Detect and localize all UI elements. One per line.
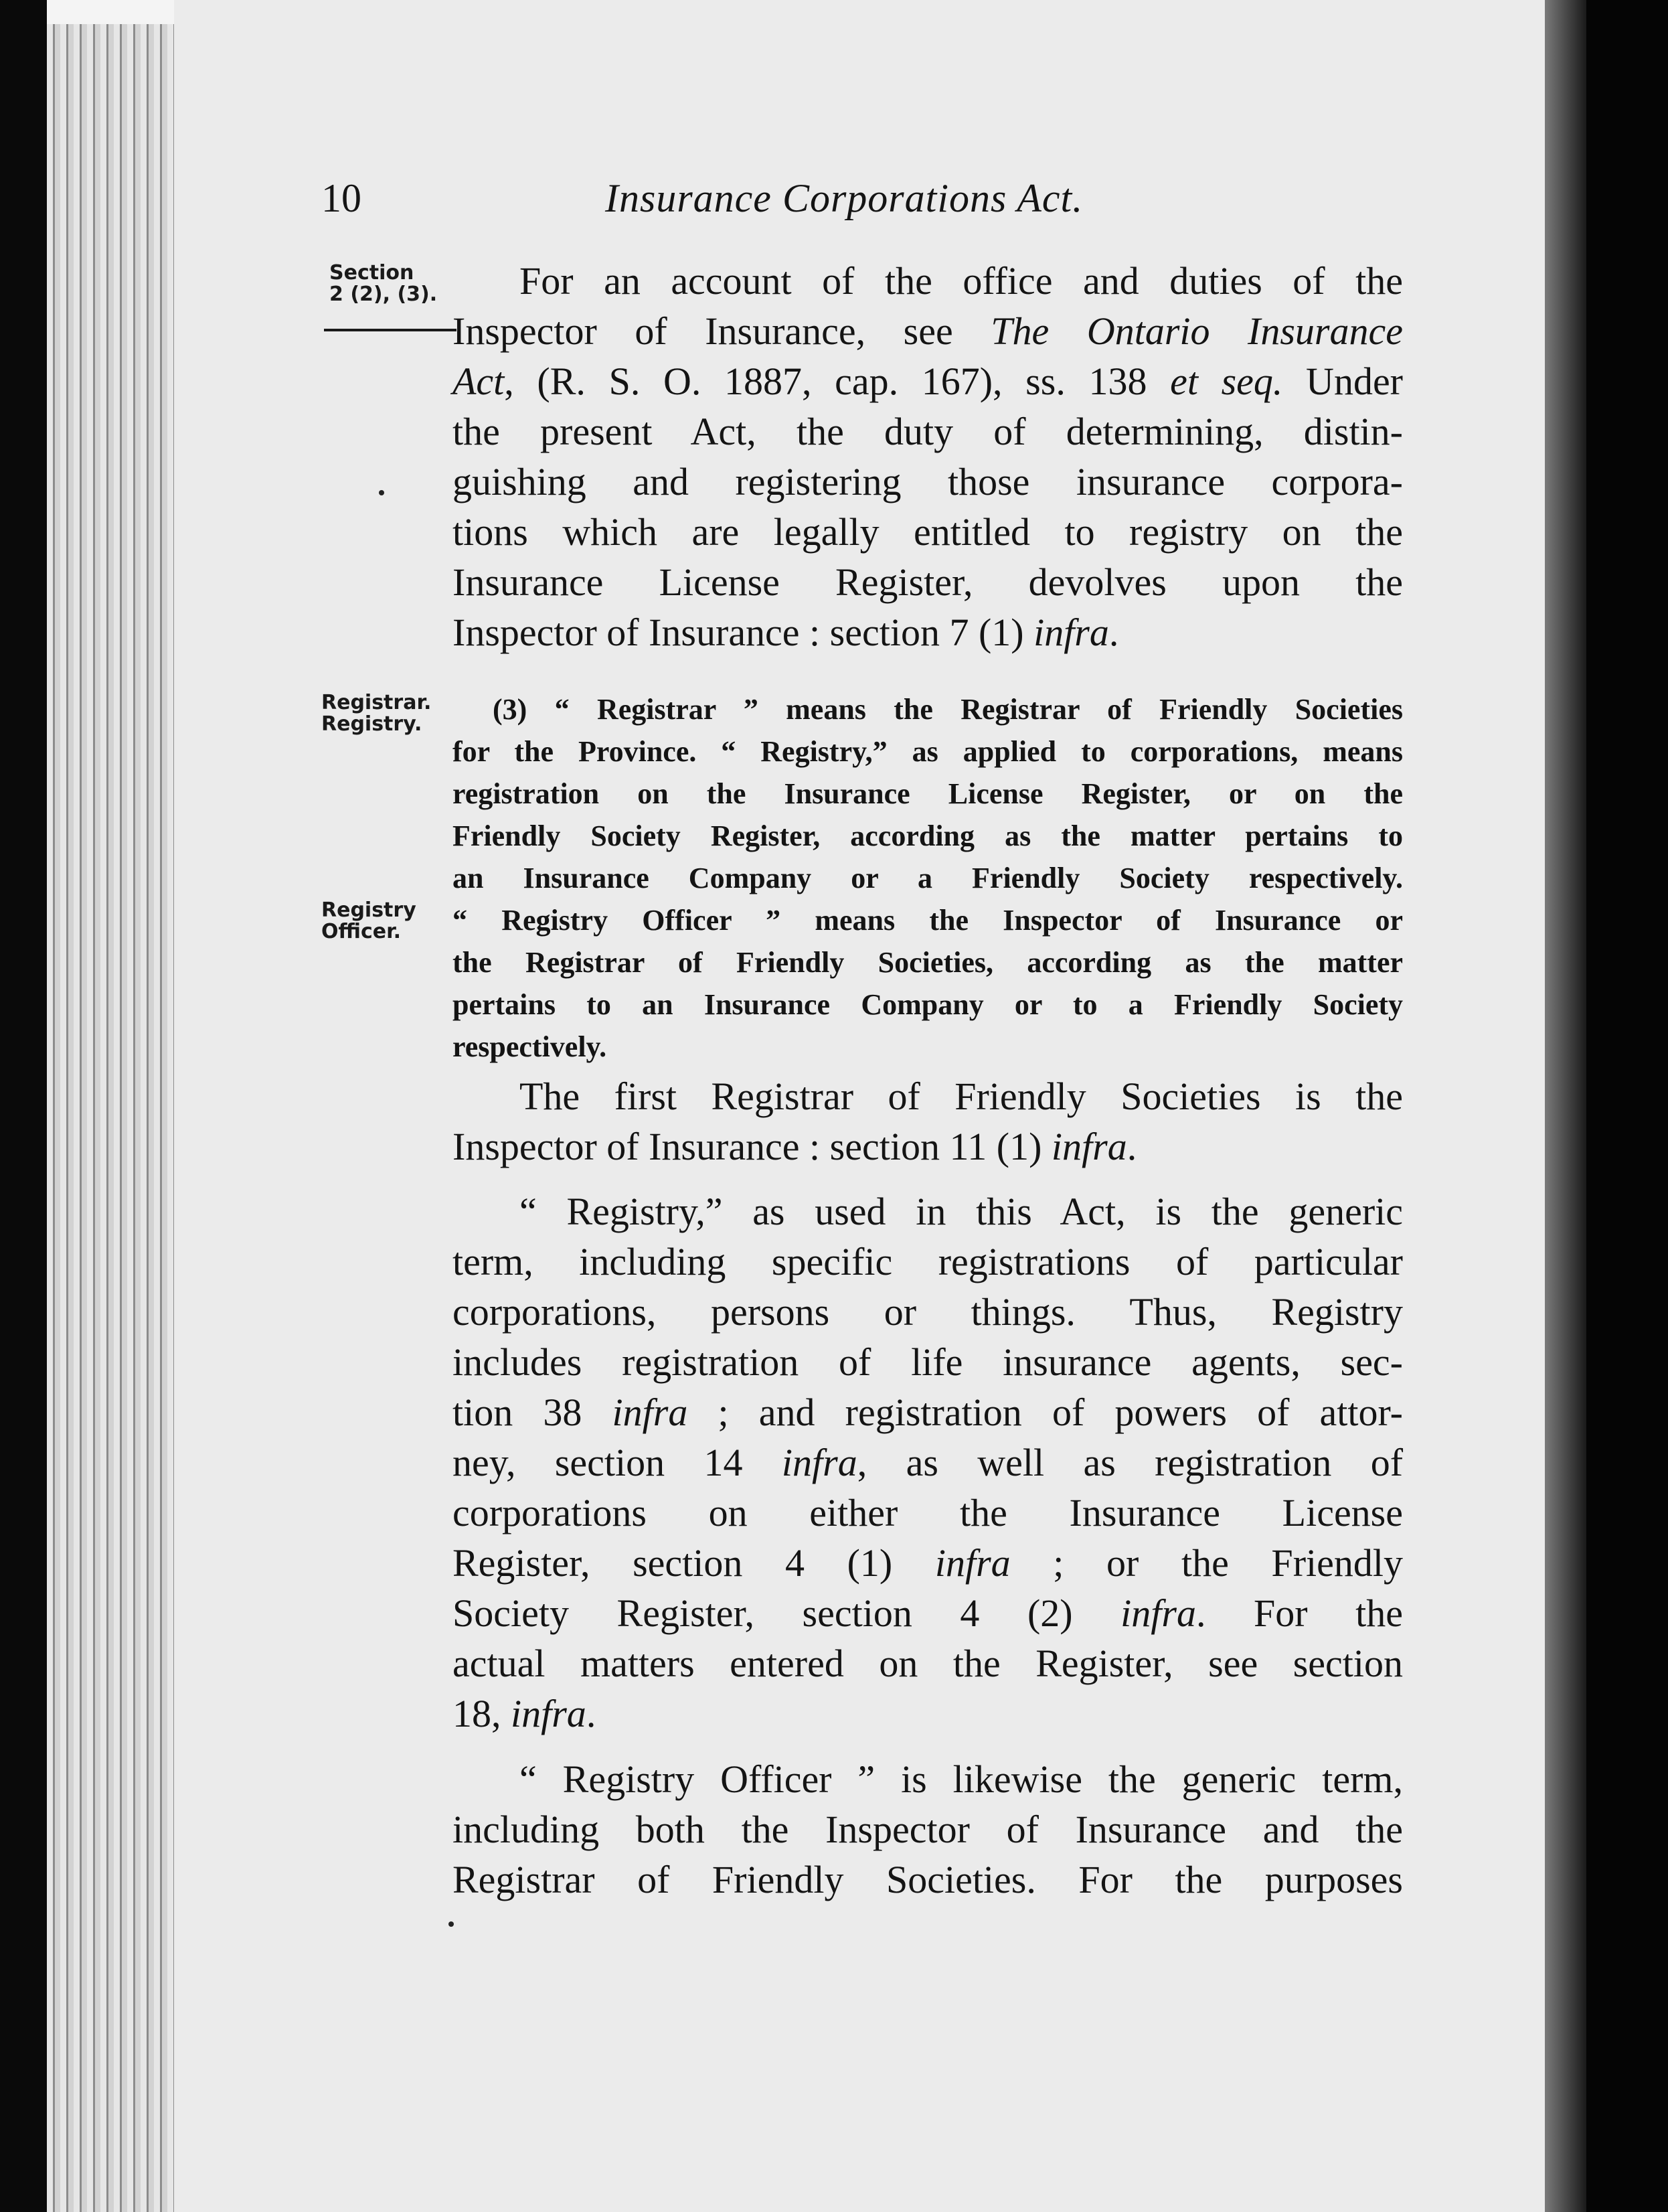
book-edge-notch xyxy=(47,0,174,24)
page-gutter-shadow xyxy=(1545,0,1586,2212)
text-line: corporations, persons or things. Thus, Registry xyxy=(452,1290,1403,1334)
text-line: includes registration of life insurance agents, sec- xyxy=(452,1340,1403,1384)
text-line-content: ney, section 14 infra, as well as registration of xyxy=(452,1441,1404,1484)
text-line: Insurance License Register, devolves upon the xyxy=(452,560,1403,604)
text-line-content: Inspector of Insurance, see The Ontario Insurance xyxy=(452,309,1403,353)
text-line-content: 18, infra. xyxy=(452,1692,596,1735)
text-line-content: Act, (R. S. O. 1887, cap. 167), ss. 138 et seq. Under xyxy=(452,360,1404,403)
scan-left-border xyxy=(0,0,47,2212)
text-line xyxy=(452,306,1403,356)
statute-line: “ Registry Officer ” means the Inspector of Insurance or xyxy=(452,904,1403,937)
text-line xyxy=(452,1437,1403,1488)
statute-line: respectively. xyxy=(452,1030,607,1063)
print-speck xyxy=(448,1921,454,1927)
paragraph-registry-definition xyxy=(452,1186,1403,1739)
paragraph-office-duties xyxy=(452,256,1403,657)
statute-line: an Insurance Company or a Friendly Society respectively. xyxy=(452,862,1403,894)
text-line: the present Act, the duty of determining, distin- xyxy=(452,410,1403,453)
text-line xyxy=(452,1538,1403,1588)
paragraph-first-registrar xyxy=(452,1071,1403,1172)
text-line xyxy=(452,1121,1403,1172)
paragraph-registry-officer xyxy=(452,1754,1403,1905)
text-line: actual matters entered on the Register, see section xyxy=(452,1642,1403,1685)
text-line: tions which are legally entitled to registry on the xyxy=(452,510,1403,554)
text-line: term, including specific registrations of particular xyxy=(452,1240,1403,1283)
text-line xyxy=(452,1588,1403,1638)
statute-line: registration on the Insurance License Register, or on the xyxy=(452,777,1403,810)
scan-right-border xyxy=(1586,0,1668,2212)
text-line-content: tion 38 infra ; and registration of powers of attor- xyxy=(452,1391,1403,1434)
running-title: Insurance Corporations Act. xyxy=(605,176,1084,220)
print-speck xyxy=(379,490,384,495)
margin-note-registry-officer: Registry Officer. xyxy=(321,898,416,943)
text-line-content: Register, section 4 (1) infra ; or the Friendly xyxy=(452,1541,1403,1585)
text-line-content: Society Register, section 4 (2) infra. For the xyxy=(452,1591,1403,1635)
text-line xyxy=(452,607,1403,657)
text-line: “ Registry,” as used in this Act, is the generic xyxy=(519,1190,1403,1233)
text-line xyxy=(452,356,1403,406)
margin-note-rule xyxy=(324,329,456,331)
margin-note-section: Section 2 (2), (3). xyxy=(329,261,438,306)
text-line xyxy=(452,1688,1403,1739)
text-line xyxy=(452,1387,1403,1437)
statute-line: (3) “ Registrar ” means the Registrar of Friendly Societies xyxy=(493,693,1403,726)
book-page-edges xyxy=(47,0,174,2212)
text-line: Registrar of Friendly Societies. For the purposes xyxy=(452,1858,1403,1901)
text-line: The first Registrar of Friendly Societies is the xyxy=(519,1075,1403,1118)
statute-line: for the Province. “ Registry,” as applied to corporations, means xyxy=(452,735,1403,768)
statute-line: the Registrar of Friendly Societies, according as the matter xyxy=(452,946,1403,979)
text-line: including both the Inspector of Insurance and the xyxy=(452,1808,1403,1851)
text-line-content: Inspector of Insurance : section 11 (1) infra. xyxy=(452,1125,1137,1168)
running-head xyxy=(321,175,1145,229)
page-number: 10 xyxy=(321,176,361,220)
margin-note-registrar-registry: Registrar. Registry. xyxy=(321,691,432,736)
text-line: guishing and registering those insurance corpora- xyxy=(452,460,1403,503)
text-line-content: Inspector of Insurance : section 7 (1) infra. xyxy=(452,611,1119,654)
statute-subsection-3 xyxy=(452,688,1403,1068)
statute-line: pertains to an Insurance Company or to a Friendly Society xyxy=(452,988,1403,1021)
text-line: “ Registry Officer ” is likewise the generic term, xyxy=(519,1757,1403,1801)
statute-line: Friendly Society Register, according as the matter pertains to xyxy=(452,819,1403,852)
text-line: corporations on either the Insurance License xyxy=(452,1491,1403,1534)
text-line: For an account of the office and duties of the xyxy=(519,259,1403,303)
